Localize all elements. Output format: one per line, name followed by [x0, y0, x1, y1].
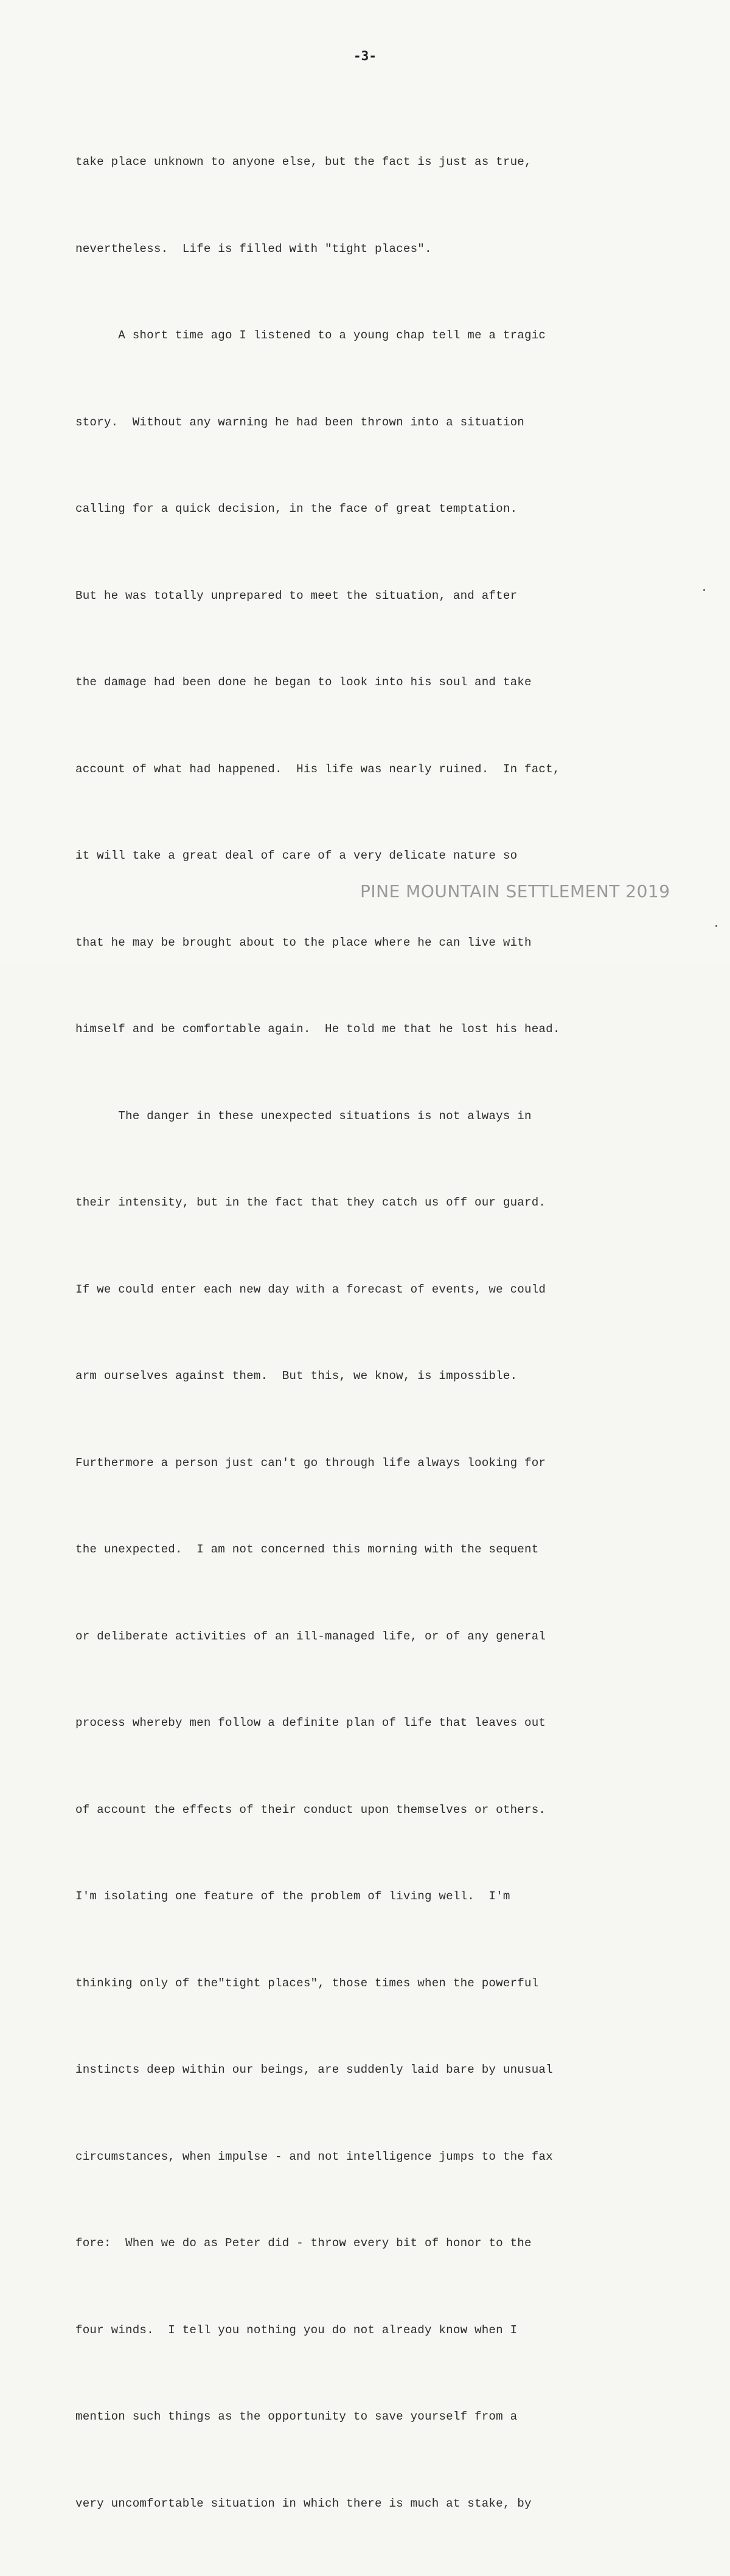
text-line: their intensity, but in the fact that they catch us off our guard.: [75, 1196, 546, 1209]
text-line: or deliberate activities of an ill-managed life, or of any general: [75, 1629, 546, 1643]
text-line: nevertheless. Life is filled with "tight places".: [75, 242, 432, 256]
paper-speck: [715, 925, 717, 927]
archive-watermark: PINE MOUNTAIN SETTLEMENT 2019: [360, 881, 670, 901]
typescript-body: [75, 90, 690, 2576]
text-line: the unexpected. I am not concerned this morning with the sequent: [75, 1543, 539, 1556]
text-line: mention such things as the opportunity to save yourself from a: [75, 2410, 518, 2423]
text-line: instincts deep within our beings, are suddenly laid bare by unusual: [75, 2063, 553, 2076]
text-line: But he was totally unprepared to meet the situation, and after: [75, 588, 518, 602]
text-line: the damage had been done he began to look into his soul and take: [75, 675, 532, 689]
text-line: thinking only of the"tight places", those times when the powerful: [75, 1976, 539, 1990]
text-line: that he may be brought about to the place where he can live with: [75, 935, 532, 949]
text-line: story. Without any warning he had been thrown into a situation: [75, 415, 525, 429]
text-line: himself and be comfortable again. He told me that he lost his head.: [75, 1022, 560, 1036]
text-line: A short time ago I listened to a young chap tell me a tragic: [75, 329, 546, 342]
text-line: The danger in these unexpected situations is not always in: [75, 1109, 532, 1123]
text-line: I'm isolating one feature of the problem of living well. I'm: [75, 1890, 510, 1903]
text-line: If we could enter each new day with a forecast of events, we could: [75, 1282, 546, 1296]
text-line: fore: When we do as Peter did - throw every bit of honor to the: [75, 2236, 532, 2250]
paper-speck: [703, 589, 705, 591]
text-line: four winds. I tell you nothing you do not already know when I: [75, 2323, 518, 2337]
text-line: circumstances, when impulse - and not intelligence jumps to the fax: [75, 2149, 553, 2163]
text-line: of account the effects of their conduct upon themselves or others.: [75, 1803, 546, 1817]
text-line: arm ourselves against them. But this, we know, is impossible.: [75, 1369, 518, 1383]
text-line: account of what had happened. His life was nearly ruined. In fact,: [75, 762, 560, 776]
page-number: -3-: [353, 49, 377, 63]
text-line: calling for a quick decision, in the face of great temptation.: [75, 502, 518, 515]
text-line: process whereby men follow a definite plan of life that leaves out: [75, 1716, 546, 1730]
text-line: take place unknown to anyone else, but the fact is just as true,: [75, 155, 532, 169]
text-line: Furthermore a person just can't go through life always looking for: [75, 1456, 546, 1470]
text-line: very uncomfortable situation in which there is much at stake, by: [75, 2496, 532, 2510]
text-line: it will take a great deal of care of a very delicate nature so: [75, 849, 518, 862]
